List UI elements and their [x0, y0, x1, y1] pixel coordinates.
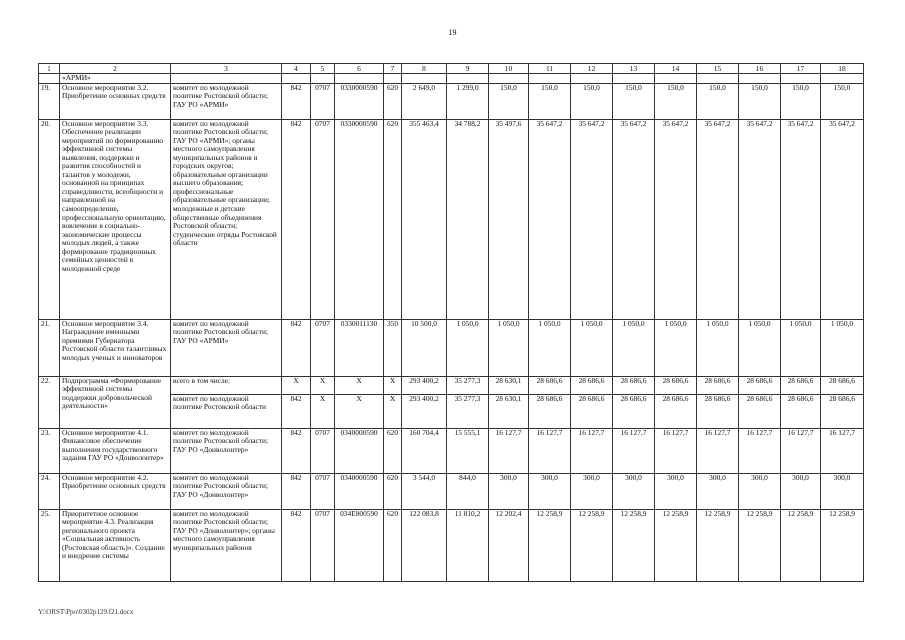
- amount-cell: 300,0: [739, 473, 781, 509]
- amount-cell: 300,0: [781, 473, 821, 509]
- amount-cell: 293 400,2: [402, 376, 447, 394]
- program-name-cell: Приоритетное основное мероприятие 4.3. Реализация регионального проекта «Социальная активность (Ростовская область)». Создание и внедрение системы: [60, 509, 171, 581]
- amount-cell: [655, 74, 697, 84]
- amount-cell: 150,0: [489, 83, 529, 119]
- column-number-header: 1: [39, 64, 60, 74]
- amount-cell: 1 050,0: [655, 319, 697, 376]
- grbs-code-cell: 842: [282, 119, 311, 319]
- grbs-code-cell: 842: [282, 428, 311, 473]
- executor-cell: комитет по молодежной политике Ростовской области; ГАУ РО «Донволонтер»: [171, 473, 282, 509]
- expense-type-cell: 350: [384, 319, 402, 376]
- grbs-code-cell: 842: [282, 83, 311, 119]
- executor-cell: комитет по молодежной политике Ростовской области; ГАУ РО «АРМИ»: [171, 319, 282, 376]
- amount-cell: 300,0: [489, 473, 529, 509]
- row-number-cell: 23.: [39, 428, 60, 473]
- amount-cell: 150,0: [655, 83, 697, 119]
- row-number-cell: 22.: [39, 376, 60, 428]
- amount-cell: [489, 74, 529, 84]
- amount-cell: 12 258,9: [781, 509, 821, 581]
- amount-cell: 12 258,9: [571, 509, 613, 581]
- column-number-header: 12: [571, 64, 613, 74]
- amount-cell: 28 686,6: [821, 376, 864, 394]
- amount-cell: 35 647,2: [571, 119, 613, 319]
- amount-cell: 28 686,6: [821, 394, 864, 428]
- amount-cell: 300,0: [821, 473, 864, 509]
- program-name-cell: Подпрограмма «Формирование эффективной системы поддержки добровольческой деятельности»: [60, 376, 171, 428]
- amount-cell: 12 258,9: [655, 509, 697, 581]
- amount-cell: 300,0: [529, 473, 571, 509]
- program-name-cell: Основное мероприятие 3.3. Обеспечение реализации мероприятий по формированию эффективной системы выявления, поддержки и развития способностей и талантов у молодежи, основанной на принципах справедливости, всеобщности и направленной на самоопределение, профессиональную ориентацию, вовлечение в социально-экономические процессы молодых людей, а также формирование традиционных семейных ценностей в молодежной среде: [60, 119, 171, 319]
- table-row: [39, 428, 864, 473]
- amount-cell: 16 127,7: [489, 428, 529, 473]
- column-number-header: 9: [447, 64, 489, 74]
- amount-cell: 28 686,6: [655, 394, 697, 428]
- grbs-code-cell: 842: [282, 319, 311, 376]
- section-code-cell: 0707: [311, 509, 335, 581]
- grbs-code-cell: 842: [282, 473, 311, 509]
- amount-cell: 1 050,0: [613, 319, 655, 376]
- column-number-header-row: [39, 64, 864, 74]
- section-code-cell: 0707: [311, 83, 335, 119]
- amount-cell: 10 500,0: [402, 319, 447, 376]
- amount-cell: 150,0: [613, 83, 655, 119]
- table-row: [39, 509, 864, 581]
- amount-cell: 293 400,2: [402, 394, 447, 428]
- amount-cell: [821, 74, 864, 84]
- amount-cell: 12 258,9: [739, 509, 781, 581]
- section-code-cell: X: [311, 376, 335, 394]
- column-number-header: 15: [697, 64, 739, 74]
- section-code-cell: 0707: [311, 428, 335, 473]
- amount-cell: 28 686,6: [571, 376, 613, 394]
- budget-table-container: [38, 63, 864, 605]
- section-code-cell: [311, 74, 335, 84]
- executor-cell: комитет по молодежной политике Ростовской области: [171, 394, 282, 428]
- amount-cell: 3 544,0: [402, 473, 447, 509]
- grbs-code-cell: [282, 74, 311, 84]
- expense-type-cell: 620: [384, 428, 402, 473]
- row-number-cell: 24.: [39, 473, 60, 509]
- amount-cell: 28 686,6: [571, 394, 613, 428]
- target-article-cell: 0330000590: [335, 119, 384, 319]
- amount-cell: 150,0: [739, 83, 781, 119]
- amount-cell: 11 810,2: [447, 509, 489, 581]
- column-number-header: 6: [335, 64, 384, 74]
- amount-cell: 16 127,7: [571, 428, 613, 473]
- amount-cell: 300,0: [571, 473, 613, 509]
- amount-cell: 150,0: [571, 83, 613, 119]
- amount-cell: 160 704,4: [402, 428, 447, 473]
- target-article-cell: 034E800590: [335, 509, 384, 581]
- amount-cell: 15 555,1: [447, 428, 489, 473]
- amount-cell: [781, 74, 821, 84]
- amount-cell: 35 647,2: [821, 119, 864, 319]
- amount-cell: 150,0: [781, 83, 821, 119]
- amount-cell: [571, 74, 613, 84]
- amount-cell: [697, 74, 739, 84]
- amount-cell: 28 686,6: [613, 394, 655, 428]
- amount-cell: 844,0: [447, 473, 489, 509]
- executor-cell: комитет по молодежной политике Ростовской области; ГАУ РО «Донволонтер»; органы местного самоуправления муниципальных районов: [171, 509, 282, 581]
- amount-cell: [529, 74, 571, 84]
- amount-cell: 28 686,6: [781, 376, 821, 394]
- amount-cell: 300,0: [613, 473, 655, 509]
- column-number-header: 11: [529, 64, 571, 74]
- column-number-header: 2: [60, 64, 171, 74]
- column-number-header: 10: [489, 64, 529, 74]
- amount-cell: 1 050,0: [571, 319, 613, 376]
- amount-cell: 35 647,2: [781, 119, 821, 319]
- table-row: [39, 376, 864, 394]
- amount-cell: 12 258,9: [821, 509, 864, 581]
- amount-cell: 1 050,0: [529, 319, 571, 376]
- amount-cell: 28 686,6: [655, 376, 697, 394]
- document-file-path: Y:\ORST\Ppo\0302p129.f21.docx: [38, 608, 134, 616]
- expense-type-cell: 620: [384, 83, 402, 119]
- amount-cell: 28 686,6: [529, 376, 571, 394]
- executor-cell: комитет по молодежной политике Ростовской области; ГАУ РО «Донволонтер»: [171, 428, 282, 473]
- amount-cell: 28 686,6: [781, 394, 821, 428]
- grbs-code-cell: 842: [282, 509, 311, 581]
- column-number-header: 16: [739, 64, 781, 74]
- amount-cell: 1 050,0: [781, 319, 821, 376]
- program-name-cell: Основное мероприятие 4.2. Приобретение основных средств: [60, 473, 171, 509]
- table-row: [39, 74, 864, 84]
- target-article-cell: [335, 74, 384, 84]
- amount-cell: 16 127,7: [655, 428, 697, 473]
- amount-cell: 150,0: [697, 83, 739, 119]
- row-number-cell: 19.: [39, 83, 60, 119]
- executor-cell: всего в том числе:: [171, 376, 282, 394]
- section-code-cell: X: [311, 394, 335, 428]
- amount-cell: 1 050,0: [447, 319, 489, 376]
- executor-cell: комитет по молодежной политике Ростовской области; ГАУ РО «АРМИ»; органы местного самоуправления муниципальных районов и городских округов; образовательные организации высшего образования; профессиональные образовательные организации; молодежные и детские общественные объединения Ростовской области; студенческие отряды Ростовской области: [171, 119, 282, 319]
- column-number-header: 14: [655, 64, 697, 74]
- amount-cell: 28 686,6: [739, 376, 781, 394]
- section-code-cell: 0707: [311, 473, 335, 509]
- grbs-code-cell: 842: [282, 394, 311, 428]
- amount-cell: 16 127,7: [529, 428, 571, 473]
- program-name-cell: Основное мероприятие 3.2. Приобретение основных средств: [60, 83, 171, 119]
- amount-cell: 16 127,7: [781, 428, 821, 473]
- column-number-header: 13: [613, 64, 655, 74]
- table-row: [39, 119, 864, 319]
- amount-cell: 300,0: [655, 473, 697, 509]
- amount-cell: 35 647,2: [613, 119, 655, 319]
- amount-cell: 28 686,6: [697, 376, 739, 394]
- program-name-cell: «АРМИ»: [60, 74, 171, 84]
- amount-cell: 28 630,1: [489, 394, 529, 428]
- target-article-cell: 0330011130: [335, 319, 384, 376]
- column-number-header: 7: [384, 64, 402, 74]
- amount-cell: 16 127,7: [821, 428, 864, 473]
- amount-cell: 35 277,3: [447, 376, 489, 394]
- row-number-cell: 20.: [39, 119, 60, 319]
- amount-cell: 35 647,2: [655, 119, 697, 319]
- amount-cell: 16 127,7: [739, 428, 781, 473]
- table-row: [39, 83, 864, 119]
- amount-cell: 35 277,3: [447, 394, 489, 428]
- amount-cell: [739, 74, 781, 84]
- amount-cell: 28 630,1: [489, 376, 529, 394]
- amount-cell: 1 050,0: [821, 319, 864, 376]
- expense-type-cell: X: [384, 376, 402, 394]
- program-name-cell: Основное мероприятие 4.1. Финансовое обеспечение выполнения государственного задания ГАУ РО «Донволонтер»: [60, 428, 171, 473]
- page-number: 19: [448, 28, 457, 37]
- amount-cell: 35 647,2: [697, 119, 739, 319]
- amount-cell: [447, 74, 489, 84]
- row-number-cell: 25.: [39, 509, 60, 581]
- column-number-header: 17: [781, 64, 821, 74]
- budget-table: [38, 63, 864, 582]
- amount-cell: 1 299,0: [447, 83, 489, 119]
- expense-type-cell: 620: [384, 509, 402, 581]
- amount-cell: 35 647,2: [739, 119, 781, 319]
- amount-cell: 12 258,9: [613, 509, 655, 581]
- section-code-cell: 0707: [311, 319, 335, 376]
- amount-cell: [613, 74, 655, 84]
- amount-cell: 16 127,7: [697, 428, 739, 473]
- amount-cell: 150,0: [529, 83, 571, 119]
- amount-cell: 355 463,4: [402, 119, 447, 319]
- program-name-cell: Основное мероприятие 3.4. Награждение именными премиями Губернатора Ростовской области талантливых молодых ученых и инноваторов: [60, 319, 171, 376]
- amount-cell: 12 202,4: [489, 509, 529, 581]
- table-row: [39, 473, 864, 509]
- amount-cell: 1 050,0: [697, 319, 739, 376]
- section-code-cell: 0707: [311, 119, 335, 319]
- amount-cell: 1 050,0: [489, 319, 529, 376]
- column-number-header: 18: [821, 64, 864, 74]
- amount-cell: 12 258,9: [529, 509, 571, 581]
- amount-cell: 34 788,2: [447, 119, 489, 319]
- column-number-header: 8: [402, 64, 447, 74]
- amount-cell: 12 258,9: [697, 509, 739, 581]
- amount-cell: 28 686,6: [529, 394, 571, 428]
- amount-cell: 28 686,6: [697, 394, 739, 428]
- target-article-cell: 0340000590: [335, 473, 384, 509]
- expense-type-cell: 620: [384, 119, 402, 319]
- amount-cell: 28 686,6: [739, 394, 781, 428]
- amount-cell: 150,0: [821, 83, 864, 119]
- target-article-cell: X: [335, 376, 384, 394]
- column-number-header: 5: [311, 64, 335, 74]
- column-number-header: 4: [282, 64, 311, 74]
- amount-cell: 35 647,2: [529, 119, 571, 319]
- column-number-header: 3: [171, 64, 282, 74]
- executor-cell: [171, 74, 282, 84]
- target-article-cell: X: [335, 394, 384, 428]
- target-article-cell: 0330000590: [335, 83, 384, 119]
- target-article-cell: 0340000590: [335, 428, 384, 473]
- expense-type-cell: [384, 74, 402, 84]
- expense-type-cell: 620: [384, 473, 402, 509]
- amount-cell: [402, 74, 447, 84]
- row-number-cell: 21.: [39, 319, 60, 376]
- executor-cell: комитет по молодежной политике Ростовской области; ГАУ РО «АРМИ»: [171, 83, 282, 119]
- amount-cell: 1 050,0: [739, 319, 781, 376]
- amount-cell: 35 497,6: [489, 119, 529, 319]
- amount-cell: 16 127,7: [613, 428, 655, 473]
- row-number-cell: [39, 74, 60, 84]
- amount-cell: 28 686,6: [613, 376, 655, 394]
- expense-type-cell: X: [384, 394, 402, 428]
- grbs-code-cell: X: [282, 376, 311, 394]
- table-row: [39, 319, 864, 376]
- amount-cell: 2 649,0: [402, 83, 447, 119]
- amount-cell: 122 083,8: [402, 509, 447, 581]
- amount-cell: 300,0: [697, 473, 739, 509]
